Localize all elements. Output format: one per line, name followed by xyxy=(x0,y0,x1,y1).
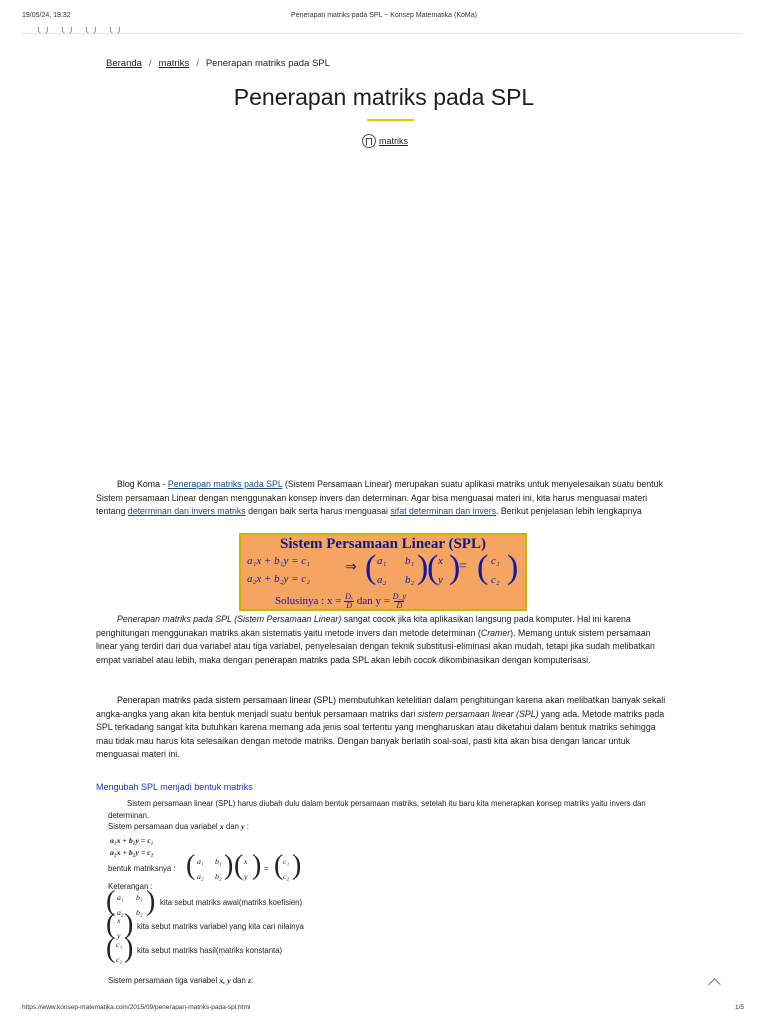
equation-1: a₁x + b₁y = c₁ xyxy=(110,836,154,845)
para3-italic: sistem persamaan linear (SPL) xyxy=(417,708,539,719)
solution-formula: Solusinya : $x = \frac{\text{Dₓ}}{D}$ dan $y = \frac{D\_y}{D}$ xyxy=(275,592,407,610)
breadcrumb-separator: / xyxy=(196,58,199,69)
coefficient-matrix-small: ( a₁ b₁ a₂ b₂ ) xyxy=(106,886,156,917)
para2-text-2: ). Memang untuk sistem persamaan linear yang terdiri dari dua variabel atau tiga variabel, penyelesaian dengan teknik substitusi-eliminasi akan mudah, tetapi jika sudah melibatkan empat variabel atau lebih, maka dengan xyxy=(96,627,655,665)
tag-label xyxy=(362,134,408,148)
illustration-eq-1: a₁x + b₁y = c₁ xyxy=(247,555,310,567)
illustration-eq-2: a₂x + b₂y = c₂ xyxy=(247,573,310,585)
print-datetime: 19/05/24, 19.32 xyxy=(22,12,71,19)
coefficient-matrix: ( a₁ b₁ a₂ b₂ ) xyxy=(365,549,429,586)
breadcrumb-current: Penerapan matriks pada SPL xyxy=(205,58,330,69)
breadcrumb-category-link[interactable]: matriks xyxy=(158,58,190,69)
para2-text-1: sangat cocok jika kita aplikasikan langsung pada komputer. Hal ini karena penghitungan menggunakan matriks akan sistematis yaitu metode invers dan metode determinan ( xyxy=(96,614,631,638)
equation-2: a₂x + b₂y = c₂ xyxy=(110,848,154,857)
keterangan-label: Keterangan : xyxy=(108,882,153,891)
tag-link-matriks[interactable]: matriks xyxy=(379,136,408,146)
para2-italic: Penerapan matriks pada SPL (Sistem Persamaan Linear) xyxy=(117,614,342,624)
paragraph-3 xyxy=(96,694,672,762)
title-underline xyxy=(367,119,414,121)
page-title: Penerapan matriks pada SPL xyxy=(233,84,535,110)
spl-link[interactable]: Penerapan matriks pada SPL xyxy=(167,479,283,489)
intro-text-3: . Berikut penjelasan lebih lengkapnya xyxy=(496,506,642,516)
para3-text-2: yang ada. Metode matriks pada SPL terkadang sangat kita butuhkan karena memang ada jenis soal tertentu yang mengharuskan atau diketahui dalam bentuk matriks sehingga mau tidak mau harus kita selesaikan dengan metode matriks. Dengan banyak berlatih soal-soal, pasti kita akan bisa dengan lancar untuk menguasai materi ini. xyxy=(96,708,665,759)
header-divider xyxy=(22,33,742,34)
paragraph-2 xyxy=(96,613,672,667)
equals-sign: = xyxy=(459,559,467,574)
matrix-form-equation: ( a₁ b₁ a₂ b₂ ) ( x y ) = ( c₁ c₂ ) xyxy=(186,850,302,881)
variable-matrix-small: ( x y ) xyxy=(106,909,134,940)
keterangan-1: kita sebut matriks awal(matriks koefisien) xyxy=(160,898,303,907)
intro-text-1: (Sistem Persamaan Linear) merupakan suatu aplikasi matriks untuk menyelesaikan suatu bentuk Sistem persamaan Linear dengan menggunakan konsep invers dan determinan. Agar bisa menguasai materi ini, kita harus menguasai materi tentang xyxy=(96,479,663,516)
section-heading: Mengubah SPL menjadi bentuk matriks xyxy=(96,782,253,792)
section-intro: Sistem persamaan linear (SPL) harus diubah dulu dalam bentuk persamaan matriks, setelah itu baru kita menerapkan konsep matriks yaitu invers dan determinan. xyxy=(108,799,646,820)
three-variable-label: Sistem persamaan tiga variabel x, y dan z: xyxy=(108,976,254,985)
print-page-title: Penerapan matriks pada SPL ~ Konsep Matematika (KoMa) xyxy=(291,12,477,19)
intro-text-2: dengan baik serta harus menguasai xyxy=(245,506,391,516)
cramer-text: Cramer xyxy=(480,627,511,638)
matrix-form-label: bentuk matriksnya : xyxy=(108,864,176,873)
determinan-invers-link[interactable]: determinan dan invers matriks xyxy=(127,506,246,516)
print-footer-page: 1/5 xyxy=(734,1004,744,1011)
intro-paragraph xyxy=(96,478,672,519)
breadcrumb xyxy=(106,58,330,69)
para2-bold: penerapan matriks pada SPL xyxy=(254,654,369,665)
keterangan-2: kita sebut matriks variabel yang kita cari nilainya xyxy=(137,922,304,931)
illustration-title: Sistem Persamaan Linear (SPL) xyxy=(280,536,486,552)
variable-matrix: ( x y ) xyxy=(427,549,461,586)
scroll-to-top-icon[interactable] xyxy=(708,978,721,991)
keterangan-3: kita sebut matriks hasil(matriks konstanta) xyxy=(137,946,283,955)
constant-matrix-small: ( c₁ c₂ ) xyxy=(106,933,134,964)
arrow-icon: ⇒ xyxy=(345,560,357,575)
breadcrumb-separator: / xyxy=(148,58,152,69)
two-variable-label: Sistem persamaan dua variabel x dan y : xyxy=(108,822,249,831)
para3-text-1: membutuhkan ketelitian dalam penghitungan karena akan melibatkan banyak sekali angka-angka yang akan kita bentuk menjadi suatu bentuk persamaan matriks dari xyxy=(96,695,666,719)
brand-name: Blog Koma xyxy=(117,479,161,489)
para2-text-3: akan lebih cocok dikombinasikan dengan komputerisasi. xyxy=(368,654,591,665)
spl-illustration xyxy=(239,533,527,611)
constant-matrix: ( c₁ c₂ ) xyxy=(477,549,519,586)
print-footer-url: https://www.konsep-matematika.com/2015/09/penerapan-matriks-pada-spl.html xyxy=(22,1004,251,1011)
sifat-determinan-link[interactable]: sifat determinan dan invers xyxy=(390,506,497,516)
breadcrumb-home-link[interactable]: Beranda xyxy=(106,58,142,69)
bookmark-icon xyxy=(362,134,376,148)
dash-text: - xyxy=(160,479,168,489)
para3-bold: Penerapan matriks pada sistem persamaan linear (SPL) xyxy=(117,695,337,705)
